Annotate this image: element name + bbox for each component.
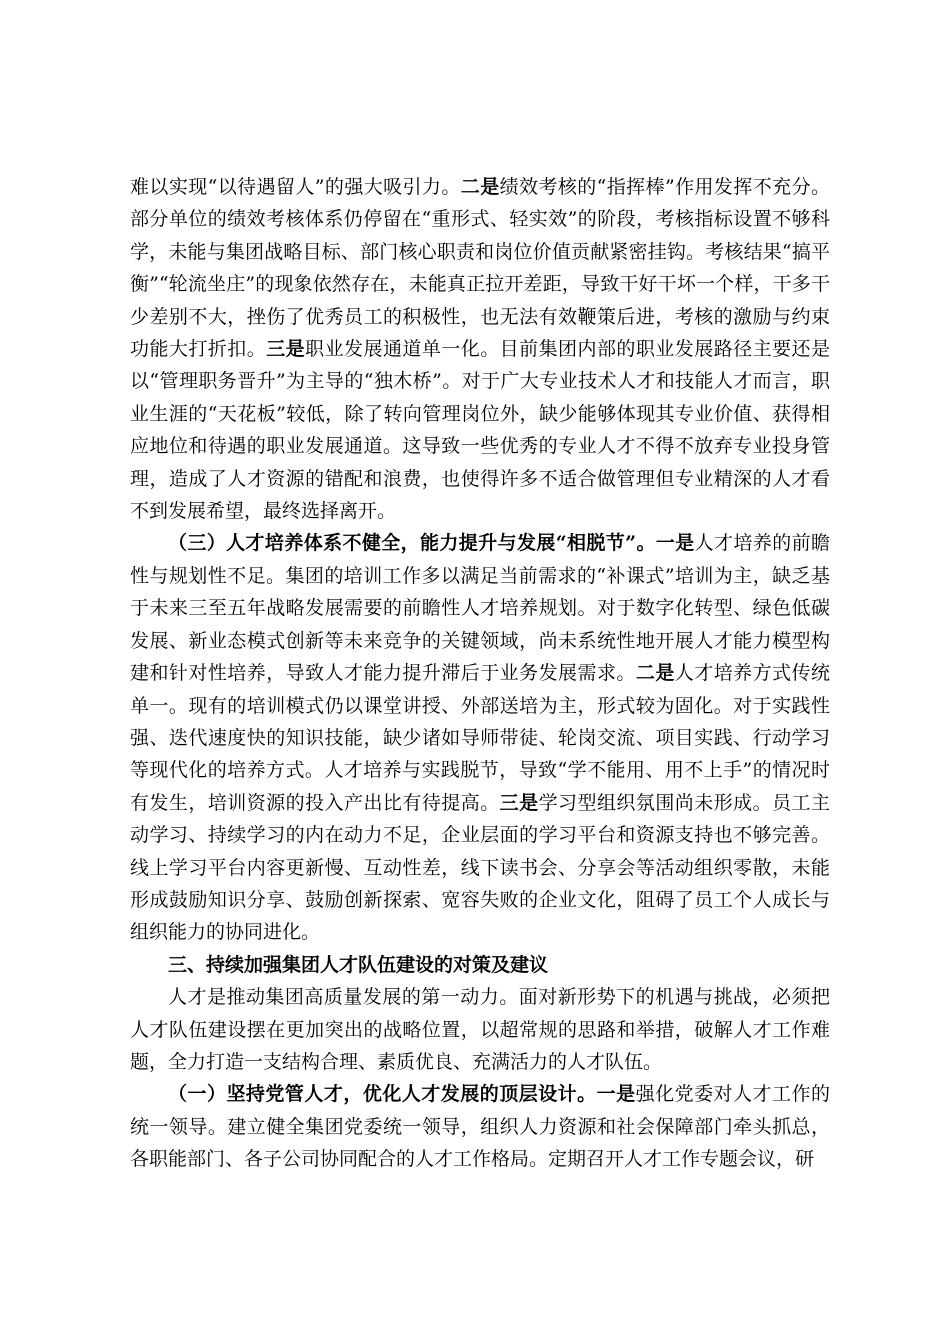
chapter-heading-3 — [130, 949, 830, 981]
paragraph-party-leadership — [130, 1078, 830, 1175]
bold-run: 三是 — [266, 338, 306, 361]
section-heading-1: （一）坚持党管人才，优化人才发展的顶层设计。一是 — [168, 1083, 636, 1106]
chapter-title: 三、持续加强集团人才队伍建设的对策及建议 — [168, 953, 549, 976]
text-run: 学习型组织氛围尚未形成。员工主动学习、持续学习的内在动力不足，企业层面的学习平台和资源支持也不够完善。线上学习平台内容更新慢、互动性差，线下读书会、分享会等活动组织零散，未能形成鼓励知识分享、鼓励创新探索、宽容失败的企业文化，阻碍了员工个人成长与组织能力的协同进化。 — [130, 791, 830, 944]
text-run: 强化党委对人才工作的统一领导。建立健全集团党委统一领导，组织人力资源和社会保障部门牵头抓总，各职能部门、各子公司协同配合的人才工作格局。定期召开人才工作专题会议，研 — [130, 1083, 830, 1171]
document-body — [130, 171, 830, 1176]
paragraph-intro — [130, 981, 830, 1078]
section-heading-3: （三）人才培养体系不健全，能力提升与发展“相脱节”。 — [168, 532, 656, 555]
bold-run: 二是 — [460, 176, 500, 198]
bold-run: 三是 — [499, 791, 539, 814]
text-run: 职业发展通道单一化。目前集团内部的职业发展路径主要还是以“管理职务晋升”为主导的“独木桥”。对于广大专业技术人才和技能人才而言，职业生涯的“天花板”较低，除了转向管理岗位外，缺少能够体现其专业价值、获得相应地位和待遇的职业发展通道。这导致一些优秀的专业人才不得不放弃专业投身管理，造成了人才资源的错配和浪费，也使得许多不适合做管理但专业精深的人才看不到发展希望，最终选择离开。 — [130, 338, 830, 523]
paragraph-performance-career — [130, 171, 830, 527]
text-run: 人才培养方式传统单一。现有的培训模式仍以课堂讲授、外部送培为主，形式较为固化。对于实践性强、迭代速度快的知识技能，缺少诸如导师带徒、轮岗交流、项目实践、行动学习等现代化的培养方式。人才培养与实践脱节，导致“学不能用、用不上手”的情况时有发生，培训资源的投入产出比有待提高。 — [130, 662, 830, 814]
paragraph-training-system — [130, 527, 830, 948]
text-run: 人才培养的前瞻性与规划性不足。集团的培训工作多以满足当前需求的“补课式”培训为主，缺乏基于未来三至五年战略发展需要的前瞻性人才培养规划。对于数字化转型、绿色低碳发展、新业态模式创新等未来竞争的关键领域，尚未系统性地开展人才能力模型构建和针对性培养，导致人才能力提升滞后于业务发展需求。 — [130, 532, 830, 685]
text-run: 难以实现“以待遇留人”的强大吸引力。 — [130, 176, 461, 198]
text-run: 绩效考核的“指挥棒”作用发挥不充分。部分单位的绩效考核体系仍停留在“重形式、轻实效”的阶段，考核指标设置不够科学，未能与集团战略目标、部门核心职责和岗位价值贡献紧密挂钩。考核结果“搞平衡”“轮流坐庄”的现象依然存在，未能真正拉开差距，导致干好干坏一个样，干多干少差别不大，挫伤了优秀员工的积极性，也无法有效鞭策后进，考核的激励与约束功能大打折扣。 — [130, 176, 830, 361]
bold-run: 二是 — [635, 662, 675, 685]
text-run: 人才是推动集团高质量发展的第一动力。面对新形势下的机遇与挑战，必须把人才队伍建设摆在更加突出的战略位置，以超常规的思路和举措，破解人才工作难题，全力打造一支结构合理、素质优良、充满活力的人才队伍。 — [130, 986, 830, 1073]
bold-run: 一是 — [655, 532, 695, 555]
